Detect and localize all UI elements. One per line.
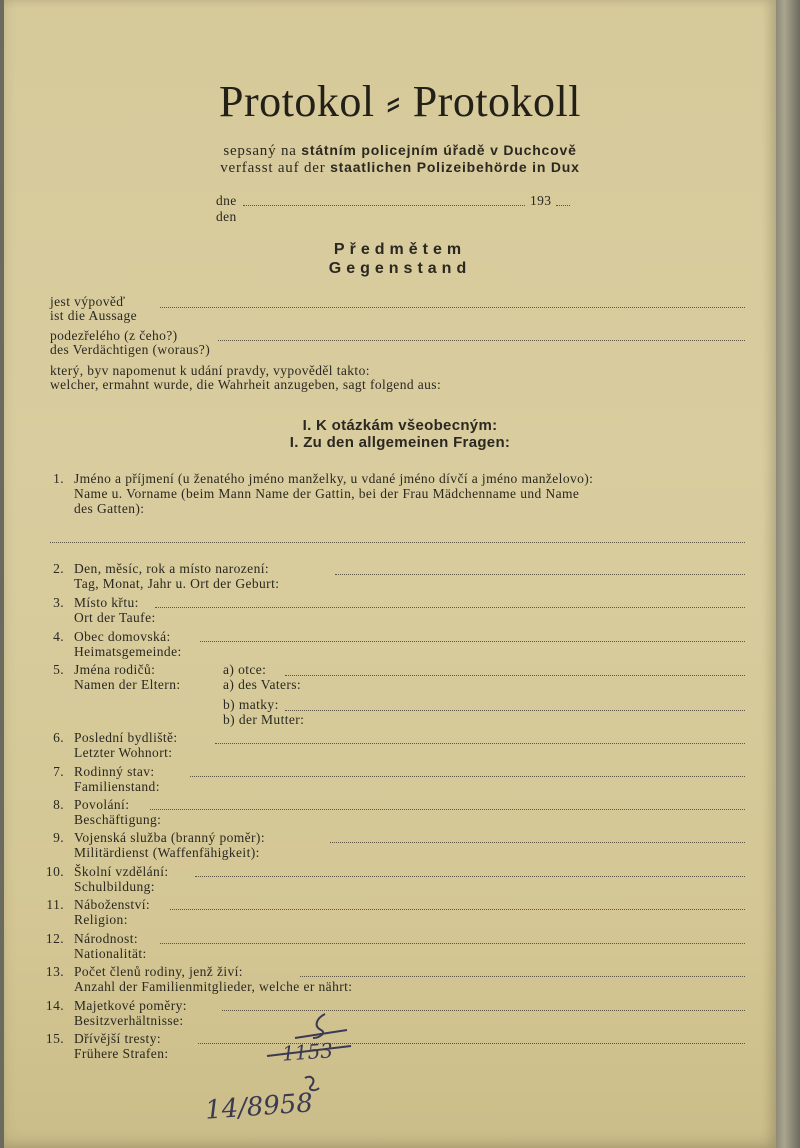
date-year-field[interactable]	[556, 205, 570, 206]
father-label-cz: a) otce:	[223, 662, 267, 677]
suspect-field[interactable]	[218, 340, 745, 341]
q6-field[interactable]	[215, 743, 745, 744]
q14-number: 14.	[45, 998, 64, 1013]
q8-field[interactable]	[150, 809, 745, 810]
q13-number: 13.	[45, 964, 64, 979]
q10-label-de: Schulbildung:	[74, 879, 155, 894]
q12-field[interactable]	[160, 943, 745, 944]
mother-field[interactable]	[285, 710, 745, 711]
q8-label-de: Beschäftigung:	[74, 812, 162, 827]
q10-field[interactable]	[195, 876, 745, 877]
q5-number: 5.	[53, 662, 64, 677]
statement-label-cz: jest výpověď	[50, 294, 126, 309]
q5-label-cz: Jména rodičů:	[74, 662, 156, 677]
q11-label-cz: Náboženství:	[74, 897, 151, 912]
statement-label-de: ist die Aussage	[50, 308, 137, 323]
suspect-label-cz: podezřelého (z čeho?)	[50, 328, 178, 343]
q9-field[interactable]	[330, 842, 745, 843]
q14-label-cz: Majetkové poměry:	[74, 998, 187, 1013]
q8-label-cz: Povolání:	[74, 797, 130, 812]
q11-number: 11.	[46, 897, 64, 912]
q4-field[interactable]	[200, 641, 745, 642]
q10-label-cz: Školní vzdělání:	[74, 864, 169, 879]
q15-label-de: Frühere Strafen:	[74, 1046, 169, 1061]
subtitle-de	[0, 159, 800, 177]
date-year: 193	[530, 193, 552, 208]
q3-number: 3.	[53, 595, 64, 610]
subject-de: Gegenstand	[328, 260, 472, 277]
q1-label-de-2: des Gatten):	[74, 501, 145, 516]
subtitle-cz-office: státním policejním úřadě v Duchcově	[301, 142, 577, 158]
q3-label-de: Ort der Taufe:	[74, 610, 156, 625]
q7-label-cz: Rodinný stav:	[74, 764, 155, 779]
q1-label-cz: Jméno a příjmení (u ženatého jméno manželky, u vdané jméno dívčí a jméno manželovo):	[74, 471, 594, 486]
date-label-cz: dne	[216, 193, 237, 208]
q12-number: 12.	[45, 931, 64, 946]
q13-label-cz: Počet členů rodiny, jenž živí:	[74, 964, 243, 979]
section-heading-de: I. Zu den allgemeinen Fragen:	[289, 434, 511, 451]
q3-label-cz: Místo křtu:	[74, 595, 139, 610]
q15-label-cz: Dřívější tresty:	[74, 1031, 162, 1046]
subtitle-de-pre: verfasst auf der	[220, 160, 331, 176]
suspect-label-de: des Verdächtigen (woraus?)	[50, 342, 211, 357]
q12-label-cz: Národnost:	[74, 931, 138, 946]
q1-field[interactable]	[50, 542, 745, 543]
handwritten-note-2: 14/8958	[204, 1088, 314, 1126]
q4-label-de: Heimatsgemeinde:	[74, 644, 182, 659]
q3-field[interactable]	[155, 607, 745, 608]
father-label-de: a) des Vaters:	[223, 677, 302, 692]
q2-field[interactable]	[335, 574, 745, 575]
q9-label-de: Militärdienst (Waffenfähigkeit):	[74, 845, 260, 860]
subtitle-cz	[0, 142, 800, 160]
q6-label-de: Letzter Wohnort:	[74, 745, 173, 760]
q7-label-de: Familienstand:	[74, 779, 160, 794]
page-title: Protokol ⸗ Protokoll	[218, 77, 582, 126]
q10-number: 10.	[45, 864, 64, 879]
q11-label-de: Religion:	[74, 912, 128, 927]
q2-label-cz: Den, měsíc, rok a místo narození:	[74, 561, 270, 576]
q6-number: 6.	[53, 730, 64, 745]
q4-label-cz: Obec domovská:	[74, 629, 171, 644]
q12-label-de: Nationalität:	[74, 946, 147, 961]
subtitle-cz-pre: sepsaný na	[223, 143, 302, 159]
father-field[interactable]	[285, 675, 745, 676]
q4-number: 4.	[53, 629, 64, 644]
q13-label-de: Anzahl der Familienmitglieder, welche er nährt:	[74, 979, 353, 994]
q14-label-de: Besitzverhältnisse:	[74, 1013, 184, 1028]
subject-cz: Předmětem	[333, 241, 467, 258]
q13-field[interactable]	[300, 976, 745, 977]
section-heading-cz: I. K otázkám všeobecným:	[302, 417, 498, 434]
admonition-de: welcher, ermahnt wurde, die Wahrheit anzugeben, sagt folgend aus:	[50, 377, 442, 392]
q2-number: 2.	[53, 561, 64, 576]
q1-number: 1.	[53, 471, 64, 486]
handwritten-note-1: 1153	[281, 1038, 334, 1066]
mother-label-cz: b) matky:	[223, 697, 279, 712]
date-field[interactable]	[243, 205, 525, 206]
q9-label-cz: Vojenská služba (branný poměr):	[74, 830, 265, 845]
q15-number: 15.	[45, 1031, 64, 1046]
q7-number: 7.	[53, 764, 64, 779]
q11-field[interactable]	[170, 909, 745, 910]
q5-label-de: Namen der Eltern:	[74, 677, 181, 692]
q9-number: 9.	[53, 830, 64, 845]
q2-label-de: Tag, Monat, Jahr u. Ort der Geburt:	[74, 576, 280, 591]
q8-number: 8.	[53, 797, 64, 812]
mother-label-de: b) der Mutter:	[223, 712, 305, 727]
date-label-de: den	[216, 209, 237, 224]
q6-label-cz: Poslední bydliště:	[74, 730, 178, 745]
subtitle-de-office: staatlichen Polizeibehörde in Dux	[330, 159, 580, 175]
admonition-cz: který, byv napomenut k udání pravdy, vypověděl takto:	[50, 363, 370, 378]
q7-field[interactable]	[190, 776, 745, 777]
q1-label-de: Name u. Vorname (beim Mann Name der Gattin, bei der Frau Mädchenname und Name	[74, 486, 580, 501]
statement-field[interactable]	[160, 307, 745, 308]
